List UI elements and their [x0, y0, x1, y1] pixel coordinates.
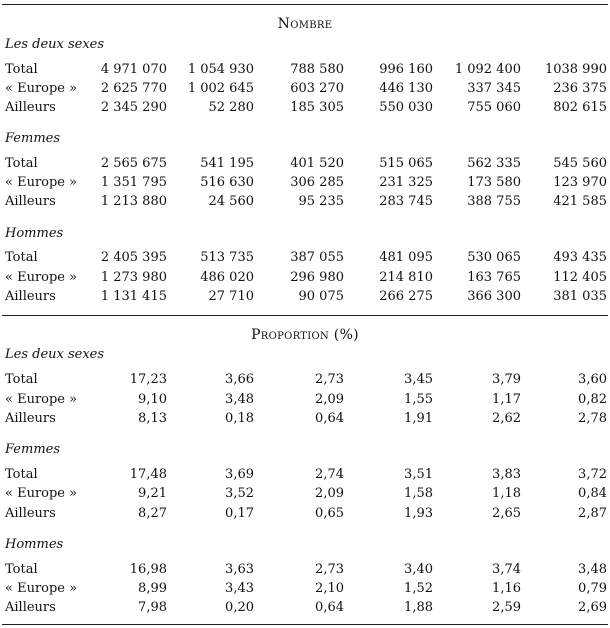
table-cell: 388 755 — [467, 194, 521, 209]
table-cell: 266 275 — [379, 289, 433, 304]
table-cell: 2,62 — [492, 411, 521, 426]
table-cell: 123 970 — [553, 175, 607, 190]
group-title-both-sexes: Les deux sexes — [5, 347, 105, 362]
table-cell: 3,69 — [225, 467, 254, 482]
table-cell: 1,18 — [492, 486, 521, 501]
table-cell: 381 035 — [553, 289, 607, 304]
table-cell: 2,73 — [315, 372, 344, 387]
table-cell: 337 345 — [467, 81, 521, 96]
table-row — [0, 155, 610, 173]
table-cell: 530 065 — [467, 250, 521, 265]
table-cell: 3,60 — [578, 372, 607, 387]
table-cell: 2,74 — [315, 467, 344, 482]
table-cell: 545 560 — [553, 156, 607, 171]
table-cell: 788 580 — [290, 62, 344, 77]
table-cell: 3,40 — [404, 562, 433, 577]
section-divider-rule — [2, 315, 608, 316]
table-row — [0, 371, 610, 389]
table-row — [0, 410, 610, 428]
table-cell: 185 305 — [290, 100, 344, 115]
section-title-nombre: Nombre — [277, 16, 333, 32]
table-cell: 996 160 — [379, 62, 433, 77]
table-cell: 421 585 — [553, 194, 607, 209]
table-row — [0, 61, 610, 79]
row-label: Ailleurs — [5, 506, 56, 521]
table-cell: 550 030 — [379, 100, 433, 115]
table-cell: 486 020 — [200, 270, 254, 285]
group-title-men: Hommes — [5, 226, 64, 241]
table-row — [0, 193, 610, 211]
table-cell: 3,45 — [404, 372, 433, 387]
table-row — [0, 505, 610, 523]
table-cell: 1 131 415 — [100, 289, 167, 304]
table-cell: 401 520 — [290, 156, 344, 171]
table-cell: 493 435 — [553, 250, 607, 265]
table-cell: 3,48 — [225, 392, 254, 407]
table-cell: 515 065 — [379, 156, 433, 171]
table-cell: 2 565 675 — [100, 156, 167, 171]
table-cell: 3,51 — [404, 467, 433, 482]
table-cell: 2 405 395 — [100, 250, 167, 265]
table-cell: 231 325 — [379, 175, 433, 190]
table-cell: 1,58 — [404, 486, 433, 501]
table-cell: 236 375 — [553, 81, 607, 96]
table-cell: 2,09 — [315, 486, 344, 501]
table-cell: 0,79 — [578, 581, 607, 596]
table-cell: 17,23 — [129, 372, 167, 387]
table-cell: 9,21 — [138, 486, 167, 501]
table-cell: 3,74 — [492, 562, 521, 577]
table-cell: 8,13 — [138, 411, 167, 426]
row-label: « Europe » — [5, 270, 78, 285]
table-cell: 1 092 400 — [454, 62, 521, 77]
table-cell: 755 060 — [467, 100, 521, 115]
row-label: Ailleurs — [5, 194, 56, 209]
table-cell: 0,17 — [225, 506, 254, 521]
table-cell: 481 095 — [379, 250, 433, 265]
table-cell: 1 273 980 — [100, 270, 167, 285]
table-cell: 446 130 — [379, 81, 433, 96]
table-row — [0, 599, 610, 617]
table-cell: 1 002 645 — [187, 81, 254, 96]
table-row — [0, 269, 610, 287]
table-cell: 173 580 — [467, 175, 521, 190]
table-cell: 2,69 — [578, 600, 607, 615]
table-cell: 0,64 — [315, 411, 344, 426]
table-cell: 1 054 930 — [187, 62, 254, 77]
row-label: « Europe » — [5, 486, 78, 501]
row-label: « Europe » — [5, 175, 78, 190]
table-cell: 516 630 — [200, 175, 254, 190]
table-cell: 7,98 — [138, 600, 167, 615]
table-cell: 1038 990 — [544, 62, 607, 77]
table-cell: 366 300 — [467, 289, 521, 304]
table-row — [0, 485, 610, 503]
table-row — [0, 80, 610, 98]
table-row — [0, 561, 610, 579]
table-cell: 1,55 — [404, 392, 433, 407]
row-label: Ailleurs — [5, 411, 56, 426]
table-cell: 2 625 770 — [100, 81, 167, 96]
table-cell: 513 735 — [200, 250, 254, 265]
row-label: « Europe » — [5, 81, 78, 96]
table-cell: 1,88 — [404, 600, 433, 615]
table-cell: 2,65 — [492, 506, 521, 521]
row-label: « Europe » — [5, 392, 78, 407]
table-cell: 387 055 — [290, 250, 344, 265]
row-label: Ailleurs — [5, 289, 56, 304]
table-row — [0, 466, 610, 484]
table-cell: 3,52 — [225, 486, 254, 501]
bottom-rule — [2, 624, 608, 625]
group-title-both-sexes: Les deux sexes — [5, 37, 105, 52]
table-cell: 3,63 — [225, 562, 254, 577]
group-title-women: Femmes — [5, 131, 61, 146]
row-label: Ailleurs — [5, 100, 56, 115]
table-cell: 306 285 — [290, 175, 344, 190]
table-cell: 1 351 795 — [100, 175, 167, 190]
table-cell: 3,83 — [492, 467, 521, 482]
table-cell: 17,48 — [129, 467, 167, 482]
table-cell: 16,98 — [129, 562, 167, 577]
table-cell: 1,52 — [404, 581, 433, 596]
table-cell: 1,93 — [404, 506, 433, 521]
table-cell: 4 971 070 — [100, 62, 167, 77]
table-cell: 0,20 — [225, 600, 254, 615]
table-cell: 283 745 — [379, 194, 433, 209]
table-cell: 1 213 880 — [100, 194, 167, 209]
table-cell: 3,48 — [578, 562, 607, 577]
row-label: Ailleurs — [5, 600, 56, 615]
table-row — [0, 580, 610, 598]
table-cell: 52 280 — [208, 100, 254, 115]
row-label: Total — [5, 372, 38, 387]
table-cell: 1,91 — [404, 411, 433, 426]
table-cell: 3,43 — [225, 581, 254, 596]
table-cell: 541 195 — [200, 156, 254, 171]
table-cell: 214 810 — [379, 270, 433, 285]
row-label: « Europe » — [5, 581, 78, 596]
row-label: Total — [5, 156, 38, 171]
table-cell: 9,10 — [138, 392, 167, 407]
table-cell: 2,10 — [315, 581, 344, 596]
table-cell: 8,27 — [138, 506, 167, 521]
table-row — [0, 249, 610, 267]
table-row — [0, 174, 610, 192]
table-cell: 2,59 — [492, 600, 521, 615]
table-cell: 2,78 — [578, 411, 607, 426]
table-cell: 0,18 — [225, 411, 254, 426]
table-cell: 0,64 — [315, 600, 344, 615]
table-cell: 163 765 — [467, 270, 521, 285]
table-cell: 95 235 — [298, 194, 344, 209]
table-cell: 2,09 — [315, 392, 344, 407]
table-cell: 0,84 — [578, 486, 607, 501]
table-cell: 3,72 — [578, 467, 607, 482]
table-cell: 2 345 290 — [100, 100, 167, 115]
table-row — [0, 99, 610, 117]
table-cell: 2,87 — [578, 506, 607, 521]
table-cell: 27 710 — [208, 289, 254, 304]
row-label: Total — [5, 562, 38, 577]
group-title-women: Femmes — [5, 442, 61, 457]
table-cell: 3,66 — [225, 372, 254, 387]
table-cell: 112 405 — [553, 270, 607, 285]
table-row — [0, 288, 610, 306]
table-cell: 1,17 — [492, 392, 521, 407]
table-cell: 0,82 — [578, 392, 607, 407]
row-label: Total — [5, 467, 38, 482]
table-cell: 8,99 — [138, 581, 167, 596]
table-cell: 3,79 — [492, 372, 521, 387]
table-cell: 0,65 — [315, 506, 344, 521]
table-cell: 1,16 — [492, 581, 521, 596]
table-cell: 90 075 — [298, 289, 344, 304]
table-cell: 603 270 — [290, 81, 344, 96]
table-row — [0, 391, 610, 409]
table-cell: 296 980 — [290, 270, 344, 285]
row-label: Total — [5, 62, 38, 77]
group-title-men: Hommes — [5, 537, 64, 552]
table-cell: 562 335 — [467, 156, 521, 171]
table-cell: 802 615 — [553, 100, 607, 115]
section-title-proportion: Proportion (%) — [251, 327, 359, 343]
table-cell: 2,73 — [315, 562, 344, 577]
row-label: Total — [5, 250, 38, 265]
table-cell: 24 560 — [208, 194, 254, 209]
top-rule — [2, 4, 608, 5]
